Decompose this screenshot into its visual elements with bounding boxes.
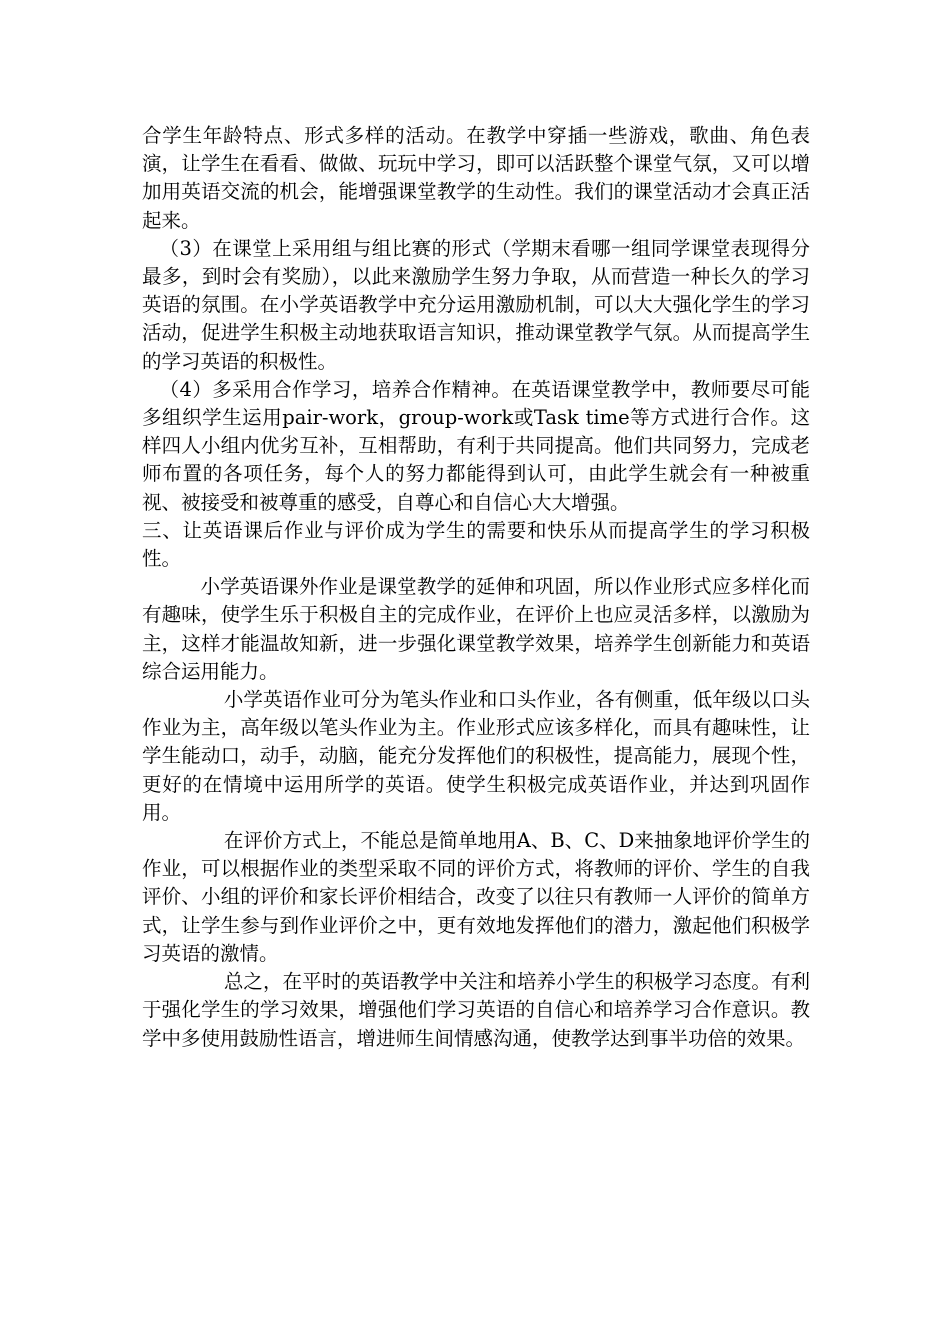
paragraph-cooperative-learning: （4）多采用合作学习，培养合作精神。在英语课堂教学中，教师要尽可能多组织学生运用pair-work，group-work或Task time等方式进行合作。这样四人小组内优劣互补，互相帮助，有利于共同提高。他们共同努力，完成老师布置的各项任务，每个人的努力都能得到认可，由此学生就会有一种被重视、被接受和被尊重的感受，自尊心和自信心大大增强。 [142, 377, 810, 514]
paragraph-conclusion: 总之，在平时的英语教学中关注和培养小学生的积极学习态度。有利于强化学生的学习效果，增强他们学习英语的自信心和培养学习合作意识。教学中多使用鼓励性语言，增进师生间情感沟通，使教学达到事半功倍的效果。 [142, 970, 810, 1050]
paragraph-homework-extension: 小学英语课外作业是课堂教学的延伸和巩固，所以作业形式应多样化而有趣味，使学生乐于积极自主的完成作业，在评价上也应灵活多样，以激励为主，这样才能温故知新，进一步强化课堂教学效果，培养学生创新能力和英语综合运用能力。 [142, 575, 810, 683]
paragraph-continued-activities: 合学生年龄特点、形式多样的活动。在教学中穿插一些游戏，歌曲、角色表演，让学生在看看、做做、玩玩中学习，即可以活跃整个课堂气氛，又可以增加用英语交流的机会，能增强课堂教学的生动性。我们的课堂活动才会真正活起来。 [142, 124, 810, 232]
paragraph-evaluation-methods: 在评价方式上，不能总是简单地用A、B、C、D来抽象地评价学生的作业，可以根据作业的类型采取不同的评价方式，将教师的评价、学生的自我评价、小组的评价和家长评价相结合，改变了以往只有教师一人评价的简单方式，让学生参与到作业评价之中，更有效地发挥他们的潜力，激起他们积极学习英语的激情。 [142, 829, 810, 965]
document-body [142, 122, 810, 1053]
section-heading-homework-evaluation: 三、让英语课后作业与评价成为学生的需要和快乐从而提高学生的学习积极性。 [142, 518, 810, 571]
paragraph-group-competition: （3）在课堂上采用组与组比赛的形式（学期末看哪一组同学课堂表现得分最多，到时会有奖励），以此来激励学生努力争取，从而营造一种长久的学习英语的氛围。在小学英语教学中充分运用激励机制，可以大大强化学生的学习活动，促进学生积极主动地获取语言知识，推动课堂教学气氛。从而提高学生的学习英语的积极性。 [142, 236, 810, 373]
paragraph-homework-types: 小学英语作业可分为笔头作业和口头作业，各有侧重，低年级以口头作业为主，高年级以笔头作业为主。作业形式应该多样化，而具有趣味性，让学生能动口，动手，动脑，能充分发挥他们的积极性，提高能力，展现个性，更好的在情境中运用所学的英语。使学生积极完成英语作业，并达到巩固作用。 [142, 688, 810, 824]
